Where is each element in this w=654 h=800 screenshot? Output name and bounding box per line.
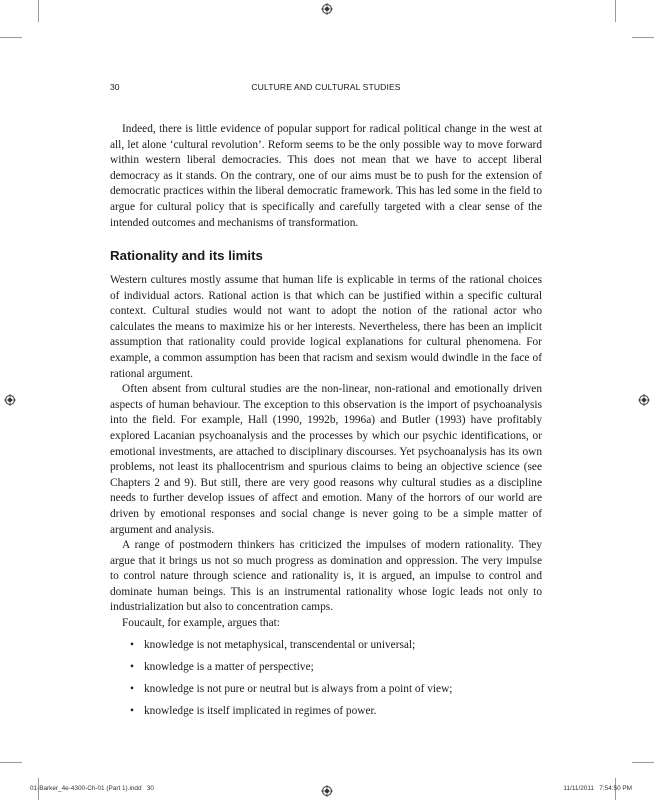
- registration-mark-icon: [4, 394, 16, 406]
- crop-mark: [0, 37, 22, 38]
- section-heading: Rationality and its limits: [110, 248, 263, 263]
- list-item-text: knowledge is not metaphysical, transcendental or universal;: [144, 638, 416, 651]
- registration-mark-icon: [638, 394, 650, 406]
- list-item: [110, 660, 542, 676]
- running-title: CULTURE AND CULTURAL STUDIES: [251, 82, 401, 92]
- crop-mark: [632, 762, 654, 763]
- list-item-text: knowledge is itself implicated in regimes of power.: [144, 704, 377, 717]
- crop-mark: [38, 0, 39, 22]
- slug-left: 01-Barker_4e-4300-Ch-01 (Part 1).indd 30: [30, 785, 154, 792]
- crop-mark: [632, 37, 654, 38]
- bullet-icon: •: [130, 638, 134, 651]
- section-rationality: [110, 248, 542, 726]
- body-paragraph: Western cultures mostly assume that human life is explicable in terms of the rational choices of individual actors. Rational action is that which can be justified within a specific cultural context. Cultural studies would not want to adopt the notion of the rational actor who calculates the means to maximize his or her interests. Nevertheless, there has been an implicit assumption that rationality could provide logical explanations for cultural phenomena. For example, a common assumption has been that racism and sexism would dwindle in the face of rational argument.: [110, 274, 542, 380]
- bullet-icon: •: [130, 704, 134, 717]
- page-number: 30: [110, 82, 120, 92]
- crop-mark: [0, 762, 22, 763]
- list-item-text: knowledge is a matter of perspective;: [144, 660, 314, 673]
- bullet-icon: •: [130, 682, 134, 695]
- crop-mark: [615, 0, 616, 22]
- registration-mark-icon: [321, 3, 333, 15]
- bullet-list: [110, 638, 542, 720]
- intro-paragraph: Indeed, there is little evidence of popular support for radical political change in the west at all, let alone ‘cultural revolution’. Reform seems to be the only possible way to move forward within western liberal democracies. This does not mean that we have to accept liberal democracy as it stands. On the contrary, one of our aims must be to push for the extension of democratic practices within the liberal democratic framework. This has led some in the field to argue for cultural policy that is specifically and carefully targeted with a clear sense of the intended outcomes and mechanisms of transformation.: [110, 123, 542, 229]
- list-item: [110, 682, 542, 698]
- bullet-icon: •: [130, 660, 134, 673]
- body-paragraph: A range of postmodern thinkers has criticized the impulses of modern rationality. They argue that it brings us not so much progress as domination and oppression. The very impulse to control nature through science and rationality is, it is argued, an impulse to control and dominate human beings. This is an instrumental rationality whose logic leads not only to industrialization but also to concentration camps.: [110, 539, 542, 614]
- list-item: [110, 638, 542, 654]
- running-head: [110, 82, 542, 96]
- list-item-text: knowledge is not pure or neutral but is always from a point of view;: [144, 682, 453, 695]
- intro-block: [110, 122, 542, 231]
- body-paragraph: Often absent from cultural studies are the non-linear, non-rational and emotionally driven aspects of human behaviour. The exception to this observation is the import of psychoanalysis into the field. For example, Hall (1990, 1992b, 1996a) and Butler (1993) have profitably explored Lacanian psychoanalysis and the processes by which our psychic identifications, or emotional investments, are attached to disciplinary discourses. Yet psychoanalysis has its own problems, not least its phallocentrism and spurious claims to being an objective science (see Chapters 2 and 9). But still, there are very good reasons why cultural studies as a discipline needs to further develop issues of affect and emotion. Many of the horrors of our world are driven by emotional responses and social change is never going to be a simple matter of argument and analysis.: [110, 383, 542, 536]
- list-item: [110, 704, 542, 720]
- body-paragraph: Foucault, for example, argues that:: [122, 617, 280, 630]
- slug-right: 11/11/2011 7:54:50 PM: [563, 785, 632, 792]
- registration-mark-icon: [321, 785, 333, 797]
